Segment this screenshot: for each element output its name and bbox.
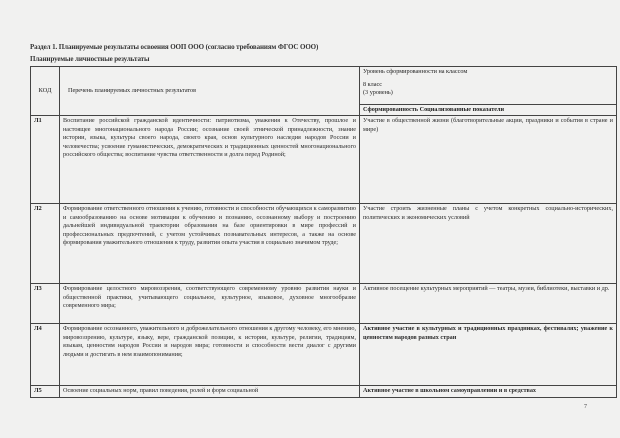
row-code: Л1 xyxy=(31,116,60,204)
row-text: Формирование целостного мировоззрения, соответствующего современному уровню развития науки и общественной практики, учитывающего социальное, культурное, языковое, духовное многообразие современного мира; xyxy=(60,284,360,324)
list-column-header: Перечень планируемых личностных результатов xyxy=(60,67,360,116)
table-row xyxy=(31,386,617,397)
row-text: Освоение социальных норм, правил поведения, ролей и форм социальной xyxy=(60,386,360,397)
row-code: Л4 xyxy=(31,324,60,386)
table-row xyxy=(31,284,617,324)
results-table xyxy=(30,66,617,398)
code-column-header: КОД xyxy=(31,67,60,116)
row-code: Л2 xyxy=(31,204,60,284)
level-count: (3 уровень) xyxy=(363,89,393,97)
row-text: Формирование ответственного отношения к учению, готовности и способности обучающихся к саморазвитию и самообразованию на основе мотивации к обучению и познанию, осознанному выбору и построению дальнейшей индивидуальной траектории образования на базе ориентировки в мире профессий и профессиональных предпочтений, с учетом устойчивых познавательных интересов, а также на основе формирования уважительного отношения к труду, развития опыта участия в социально значимом труде; xyxy=(60,204,360,284)
table-header-row xyxy=(31,67,617,81)
subsection-title: Планируемые личностные результаты xyxy=(30,55,150,63)
level-class-cell xyxy=(360,80,617,105)
table-row xyxy=(31,116,617,204)
row-level: Активное участие в школьном самоуправлении и в средствах xyxy=(360,386,617,397)
level-class: 8 класс xyxy=(363,81,382,88)
row-code: Л5 xyxy=(31,386,60,397)
row-text: Формирование осознанного, уважительного и доброжелательного отношения к другому человеку, его мнению, мировоззрению, культуре, языку, вере, гражданской позиции, к истории, культуре, религии, традициям, языкам, ценностям народов России и народов мира; готовности и способности вести диалог с другими людьми и достигать в нем взаимопонимания; xyxy=(60,324,360,386)
level-column-header: Уровень сформированности на классом xyxy=(360,67,617,81)
row-level: Активное посещение культурных мероприятий — театры, музеи, библиотеки, выставки и др. xyxy=(360,284,617,324)
level-formed-header: Сформированность Социализованные показатели xyxy=(360,105,617,116)
row-level: Участие строить жизненные планы с учетом конкретных социально-исторических, политических и экономических условий xyxy=(360,204,617,284)
row-text: Воспитание российской гражданской идентичности: патриотизма, уважения к Отечеству, прошлое и настоящее многонационального народа России; осознание своей этнической принадлежности, знание истории, языка, культуры своего народа, своего края, основ культурного наследия народов России и человечества; усвоение гуманистических, демократических и традиционных ценностей многонационального российского общества; воспитание чувства ответственности и долга перед Родиной; xyxy=(60,116,360,204)
table-row xyxy=(31,204,617,284)
page-number: 7 xyxy=(584,404,587,410)
row-code: Л3 xyxy=(31,284,60,324)
row-level: Активное участие в культурных и традиционных праздниках, фестивалях; уважение к ценностям народов разных стран xyxy=(360,324,617,386)
row-level: Участие в общественной жизни (благотворительные акции, праздники и события в стране и мире) xyxy=(360,116,617,204)
section-title: Раздел 1. Планируемые результаты освоения ООП ООО (согласно требованиям ФГОС ООО) xyxy=(30,43,319,51)
table-row xyxy=(31,324,617,386)
